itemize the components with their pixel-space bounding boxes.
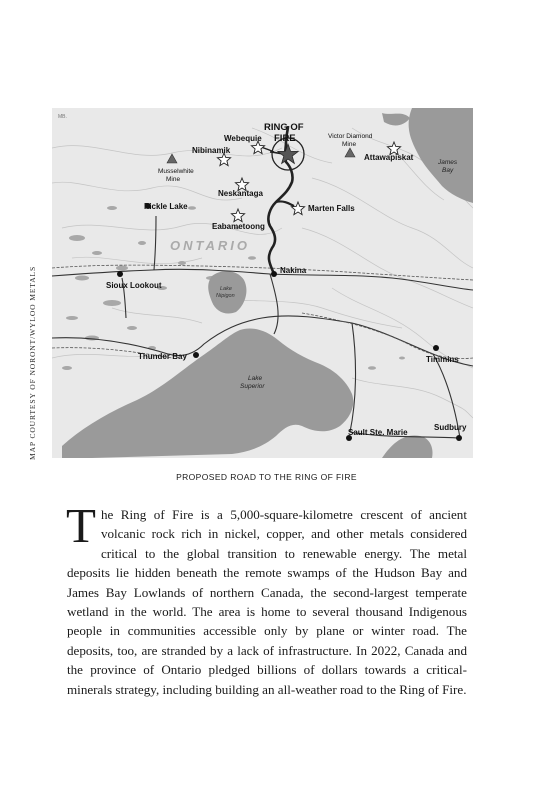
label-james-bay-l1: James	[438, 159, 458, 166]
figure-caption: PROPOSED ROAD TO THE RING OF FIRE	[176, 472, 357, 482]
label-sioux-lookout: Sioux Lookout	[106, 281, 162, 290]
label-victor-l2: Mine	[342, 141, 357, 148]
label-lake-nipigon-l1: Lake	[220, 286, 232, 292]
label-pickle-lake: Pickle Lake	[144, 202, 188, 211]
nakina-dot-icon	[271, 271, 277, 277]
label-james-bay-l2: Bay	[442, 167, 454, 174]
ring-of-fire-map	[52, 108, 473, 458]
corner-label: MB.	[58, 114, 67, 120]
region-label: ONTARIO	[170, 238, 250, 253]
label-lake-nipigon-l2: Nipigon	[216, 293, 235, 299]
sioux-lookout-dot-icon	[117, 271, 123, 277]
label-thunder-bay: Thunder Bay	[138, 352, 187, 361]
map-title-line1: RING OF	[264, 122, 304, 133]
label-musselwhite-l1: Musselwhite	[158, 168, 194, 175]
label-sudbury: Sudbury	[434, 423, 467, 432]
label-musselwhite-l2: Mine	[166, 176, 181, 183]
body-paragraph	[66, 498, 467, 699]
thunder-bay-dot-icon	[193, 352, 199, 358]
sudbury-dot-icon	[456, 435, 462, 441]
drop-cap: T	[66, 498, 96, 553]
map-credit: MAP COURTESY OF NORONT/WYLOO METALS	[28, 265, 37, 460]
label-nibinamik: Nibinamik	[192, 146, 231, 155]
label-eabametoong: Eabametoong	[212, 222, 265, 231]
map-figure	[52, 108, 473, 458]
label-marten-falls: Marten Falls	[308, 204, 355, 213]
label-webequie: Webequie	[224, 134, 262, 143]
label-attawapiskat: Attawapiskat	[364, 153, 414, 162]
timmins-dot-icon	[433, 345, 439, 351]
map-title-line2: FIRE	[274, 133, 296, 144]
label-lake-superior-l2: Superior	[240, 383, 265, 390]
label-sault-ste-marie: Sault Ste. Marie	[348, 428, 408, 437]
label-victor-l1: Victor Diamond	[328, 133, 373, 140]
paragraph-text: he Ring of Fire is a 5,000-square-kilometre crescent of ancient volcanic rock rich in nickel, copper, and other metals considered critical to the global transition to renewable energy. The metal deposits lie hidden beneath the remote swamps of the Hudson Bay and James Bay Lowlands of northern Canada, the second-largest temperate wetland in the world. The area is home to several thousand Indigenous people in communities accessible only by plane or winter road. The deposits, too, are stranded by a lack of infrastructure. In 2022, Canada and the province of Ontario pledged billions of dollars towards a critical-minerals strategy, including building an all-weather road to the Ring of Fire.	[67, 507, 467, 697]
label-nakina: Nakina	[280, 266, 307, 275]
label-lake-superior-l1: Lake	[248, 375, 263, 382]
label-timmins: Timmins	[426, 355, 459, 364]
label-neskantaga: Neskantaga	[218, 189, 263, 198]
